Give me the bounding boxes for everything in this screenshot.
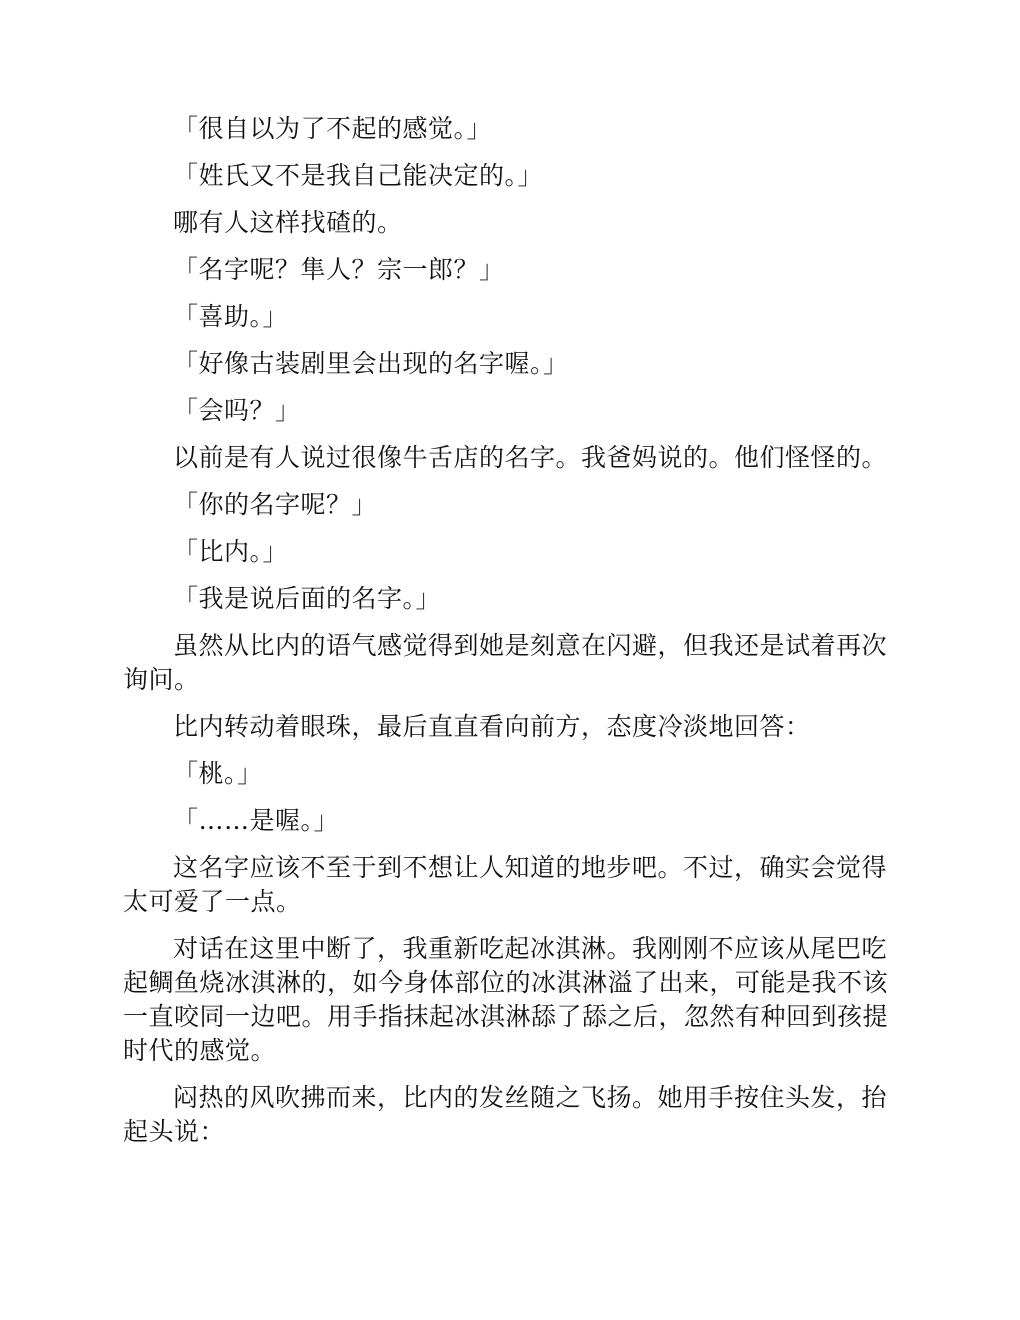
paragraph-14: 「桃。」 [173, 759, 263, 788]
paragraph-3: 哪有人这样找碴的。 [173, 208, 403, 237]
paragraph-1: 「很自以为了不起的感觉。」 [173, 114, 493, 143]
paragraph-15: 「……是喔。」 [173, 806, 340, 835]
paragraph-18: 闷热的风吹拂而来，比内的发丝随之飞扬。她用手按住头发，抬起头说： [123, 1083, 888, 1146]
paragraph-5: 「喜助。」 [173, 302, 289, 331]
paragraph-4: 「名字呢？隼人？宗一郎？」 [173, 255, 505, 284]
paragraph-9: 「你的名字呢？」 [173, 490, 378, 519]
paragraph-10: 「比内。」 [173, 537, 289, 566]
paragraph-2: 「姓氏又不是我自己能决定的。」 [173, 161, 544, 190]
paragraph-11: 「我是说后面的名字。」 [173, 584, 442, 613]
paragraph-17: 对话在这里中断了，我重新吃起冰淇淋。我刚刚不应该从尾巴吃起鲷鱼烧冰淇淋的，如今身体部位的冰淇淋溢了出来，可能是我不该一直咬同一边吧。用手指抹起冰淇淋舔了舔之后，忽然有种回到孩提时代的感觉。 [123, 934, 889, 1065]
paragraph-13: 比内转动着眼珠，最后直直看向前方，态度冷淡地回答： [173, 712, 811, 741]
paragraph-8: 以前是有人说过很像牛舌店的名字。我爸妈说的。他们怪怪的。 [173, 443, 888, 472]
paragraph-16: 这名字应该不至于到不想让人知道的地步吧。不过，确实会觉得太可爱了一点。 [123, 853, 888, 916]
paragraph-7: 「会吗？」 [173, 396, 301, 425]
body-text [123, 112, 903, 1162]
paragraph-6: 「好像古装剧里会出现的名字喔。」 [173, 349, 569, 378]
paragraph-12: 虽然从比内的语气感觉得到她是刻意在闪避，但我还是试着再次询问。 [123, 631, 888, 694]
